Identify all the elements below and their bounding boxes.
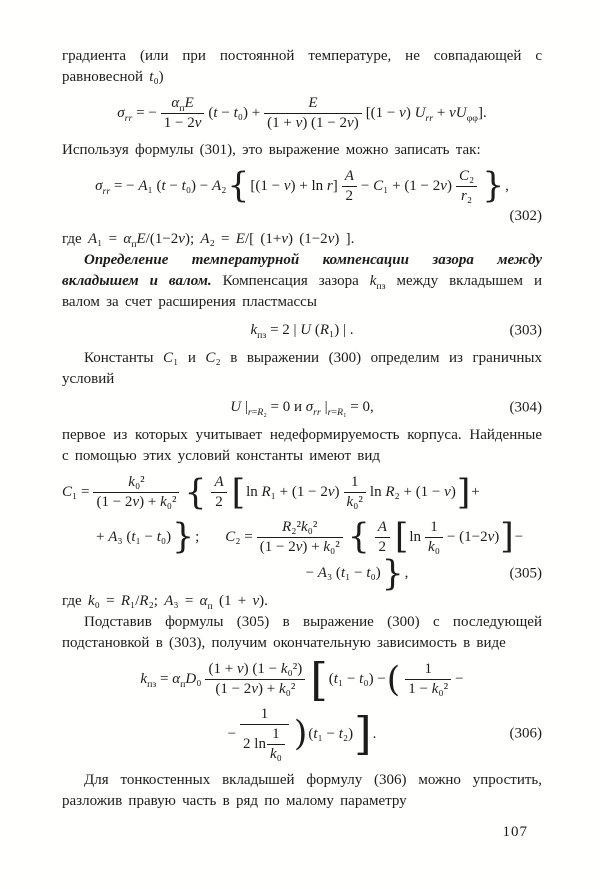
fraction [240, 706, 289, 764]
equation-306-line2: − 1 2 ln $\frac{1}{\text{k₀}}$ ) (t₁ − t₂) ] . (306) [227, 705, 542, 762]
eq-run: ln R₁ + (1 − 2ν) [246, 484, 340, 501]
fraction [264, 95, 362, 133]
eq-tail: , [505, 177, 509, 194]
eq-run: − (1−2ν) [446, 528, 500, 545]
numerator: 1 [267, 726, 285, 745]
equation-303 [62, 320, 542, 341]
equation-305-line2: + A₃ (t₁ − t₀) } ; C₂ = $\frac{\text{R₂²k₀²}}{\text{(1 − 2ν) + k₀²}}$ { $\frac{A}{2}$ [ ln $\frac{1}{\text{k₀}}$ − (1−2ν) ] − [96, 517, 524, 558]
denominator [240, 725, 289, 764]
numerator: R₂²k₀² [257, 519, 343, 538]
denominator: r₂ [461, 187, 473, 204]
fraction [344, 474, 366, 512]
eq-tail: . [372, 725, 377, 742]
denominator: (1 − 2ν) + k₀² [259, 538, 340, 555]
equation-number: (304) [509, 399, 542, 415]
denominator: (1 − 2ν) + k₀² [96, 494, 177, 511]
fraction [257, 519, 343, 557]
eq-run: C₂ = [225, 528, 253, 545]
paragraph-using-formula-301: Используя формулы (301), это выражение можно записать так: [62, 141, 481, 158]
page-number: 107 [502, 824, 528, 841]
eq-run: ln [409, 528, 422, 545]
nested-fraction [267, 726, 285, 764]
equation-305-line1: C₁ = $\frac{\text{k₀²}}{\text{(1 − 2ν) + k₀²}}$ { $\frac{A}{2}$ [ ln R₁ + (1 − 2ν) $\frac{1}{\text{k₀²}}$ ln R₂ + (1 − ν) ] + [62, 472, 480, 513]
fraction [375, 519, 390, 557]
eq-run: + A₃ (t₁ − t₀) [96, 528, 172, 545]
denominator: (1 + ν) (1 − 2ν) [267, 115, 359, 132]
eq-lhs: $\sigma_{rr}$ = − [117, 105, 157, 125]
equation-number: (306) [509, 725, 542, 742]
fraction [211, 474, 226, 512]
eq-body: U $|_{r=R_2} = 0$ и $\sigma_{rr}$ $|_{r=R_1} = 0$, [230, 399, 374, 418]
equation-302: $\sigma_{rr}$ = − A₁ (t − t₀) − A₂ { [(1 − ν) + ln r] $\frac{A}{2}$ − C₁ + (1 − 2ν) $\frac{\text{C₂}}{\text{r₂}}$ } , [95, 166, 509, 207]
numerator: $\alpha_пE$ [161, 95, 205, 114]
fraction [425, 519, 443, 557]
denominator: k₀² [346, 494, 363, 511]
fraction [161, 95, 205, 133]
numerator: A [375, 519, 390, 538]
denominator: 2 [345, 187, 354, 204]
paragraph-thin-walled: Для тонкостенных вкладышей формулу (306) можно упростить, разложив правую часть в ряд по малому параметру [62, 772, 542, 810]
numerator: 1 [405, 661, 451, 680]
denominator-prefix: 2 ln [243, 735, 266, 752]
eq-run: − [227, 725, 237, 742]
equation-304 [62, 397, 542, 418]
fraction [342, 168, 357, 206]
equation-306-line1: $k_{пз} = \alpha_пD_0$ $\frac{\text{(1 + ν) (1 − k₀²)}}{\text{(1 − 2ν) + k₀²}}$ [ (t₁ − t₀) − ( $\frac{1}{\text{1 − k₀²}}$ − [140, 652, 464, 706]
eq-rhs: [(1 − ν) $U_{rr} + \nu U_{\varphi\varphi}$]. [365, 105, 487, 125]
equation-number: (302) [509, 208, 542, 224]
paragraph-rest: Компенсация зазора $k_{пз}$ между вкладышем и валом за счет расширения пластмассы [62, 273, 542, 310]
eq-run: ; [195, 528, 200, 545]
denominator: 2 [378, 538, 387, 555]
denominator: 1 − 2ν [163, 115, 202, 132]
numerator: 1 [240, 706, 289, 725]
eq-run: (t₁ − t₀) − [328, 671, 386, 688]
denominator: k₀ [428, 538, 440, 555]
paragraph-constants: Константы C₁ и C₂ в выражении (300) определим из граничных условий [62, 350, 542, 387]
fraction [93, 474, 179, 512]
numerator: 1 [344, 474, 366, 493]
denominator: (1 − 2ν) + k₀² [215, 681, 296, 698]
eq-lhs: $\sigma_{rr}$ = − A₁ (t − t₀) − A₂ [95, 177, 227, 197]
eq-run: − A₃ (t₁ − t₀) [305, 565, 381, 581]
eq-run: − [455, 671, 464, 688]
paragraph-definition [62, 250, 542, 313]
eq-lhs: C₁ = [62, 484, 90, 501]
numerator: k₀² [93, 474, 179, 493]
denominator: 1 − k₀² [408, 681, 449, 698]
numerator: A [211, 474, 226, 493]
equation-305-line3: − A₃ (t₁ − t₀) } , (305) [305, 553, 542, 594]
equation-number: (303) [509, 322, 542, 338]
equation-number-302 [62, 206, 542, 227]
equation-sigma-rr [62, 95, 542, 133]
paragraph-where-305: где k₀ = R₁/R₂; $A_3 = \alpha_п$ (1 + ν). [62, 593, 268, 612]
fraction [205, 661, 305, 699]
paragraph-substituting: Подставив формулы (305) в выражение (300) с последующей подстановкой в (303), получим окончательную зависимость в виде [62, 614, 542, 651]
denominator: 2 [215, 494, 223, 511]
paragraph-first-condition: первое из которых учитывает недеформируемость корпуса. Найденные с помощью этих условий константы имеют вид [62, 427, 542, 464]
eq-run: + [471, 484, 480, 501]
numerator: E [264, 95, 362, 114]
eq-run: ln R₂ + (1 − ν) [369, 484, 456, 501]
eq-run: [(1 − ν) + ln r] [250, 177, 338, 194]
eq-run: (t₁ − t₂) [308, 725, 354, 742]
numerator: (1 + ν) (1 − k₀²) [205, 661, 305, 680]
numerator: 1 [425, 519, 443, 538]
italic-lead: Определение температурной компенсации зазора между вкладышем и валом. [62, 252, 542, 289]
numerator: C₂ [456, 168, 477, 187]
eq-body: $k_{пз} = 2$ | U (R₁) | . [250, 322, 354, 341]
eq-run: − C₁ + (1 − 2ν) [360, 177, 452, 194]
eq-run: − [514, 528, 524, 545]
paragraph-gradient: градиента (или при постоянной температуре, не совпадающей с равновесной t₀) [62, 48, 542, 85]
eq-tail: , [404, 565, 409, 581]
numerator: A [342, 168, 357, 187]
equation-number: (305) [509, 565, 542, 581]
eq-middle: (t − t₀) + [208, 105, 261, 122]
fraction [405, 661, 451, 699]
denominator: k₀ [269, 746, 282, 762]
fraction [456, 168, 477, 206]
paragraph-where-302: где $A_1 = \alpha_пE/(1-2\nu)$; A₂ = E/[ (1+ν) (1−2ν) ]. [62, 231, 355, 250]
eq-lhs: $k_{пз} = \alpha_пD_0$ [140, 671, 202, 691]
